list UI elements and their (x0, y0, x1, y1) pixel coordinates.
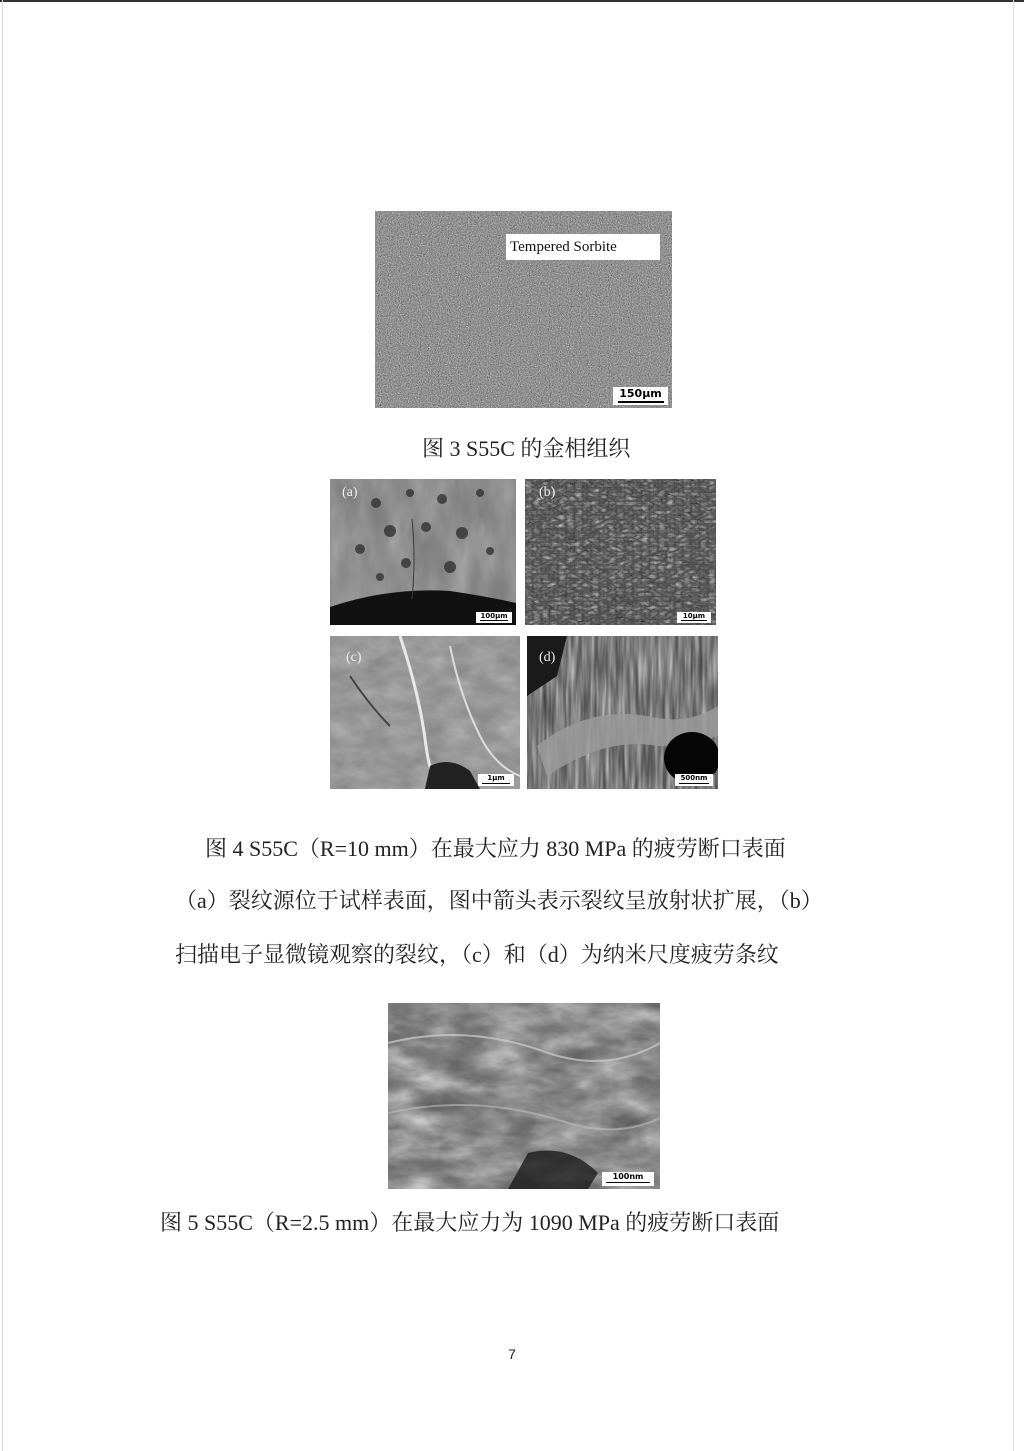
figure5-micrograph (388, 1003, 660, 1189)
figure4-panel-b (525, 479, 716, 625)
scale-bar-label: 1μm (487, 774, 505, 782)
figure4-panel-c (330, 636, 520, 789)
scale-bar-d (675, 774, 713, 786)
scale-bar-label: 10μm (682, 612, 706, 620)
scale-bar-label: 150μm (619, 387, 662, 400)
scale-bar-label: 500nm (680, 774, 708, 782)
panel-letter-a: (a) (342, 485, 358, 500)
figure4-caption-line2: （a）裂纹源位于试样表面，图中箭头表示裂纹呈放射状扩展，（b） (175, 888, 823, 913)
page-number: 7 (508, 1346, 516, 1362)
figure4-panel-d (527, 636, 718, 789)
scale-bar-label: 100nm (612, 1172, 644, 1181)
scan-border-left (2, 0, 3, 1451)
phase-label: Tempered Sorbite (506, 234, 660, 260)
panel-letter-b: (b) (539, 485, 556, 500)
scan-border-top (0, 0, 1024, 2)
scale-bar-b (677, 612, 711, 623)
panel-letter-d: (d) (539, 650, 556, 665)
scan-border-right (1013, 0, 1014, 1451)
fracture-surface-image (388, 1003, 660, 1189)
scale-bar (613, 387, 668, 405)
scale-bar-c (478, 774, 514, 786)
scale-bar-a (476, 612, 512, 623)
fracture-origin-image (330, 479, 516, 625)
figure5-caption: 图 5 S55C（R=2.5 mm）在最大应力为 1090 MPa 的疲劳断口表面 (160, 1210, 780, 1235)
figure4-caption-line3: 扫描电子显微镜观察的裂纹，（c）和（d）为纳米尺度疲劳条纹 (175, 942, 779, 967)
scale-bar (602, 1172, 654, 1186)
figure4-panel-a (330, 479, 516, 625)
panel-letter-c: (c) (346, 650, 362, 665)
figure3-caption: 图 3 S55C 的金相组织 (422, 436, 631, 461)
figure3-micrograph (375, 211, 672, 408)
fatigue-striation-image-d (527, 636, 718, 789)
figure4-caption-line1: 图 4 S55C（R=10 mm）在最大应力 830 MPa 的疲劳断口表面 (205, 836, 786, 861)
scale-bar-label: 100μm (480, 612, 508, 620)
